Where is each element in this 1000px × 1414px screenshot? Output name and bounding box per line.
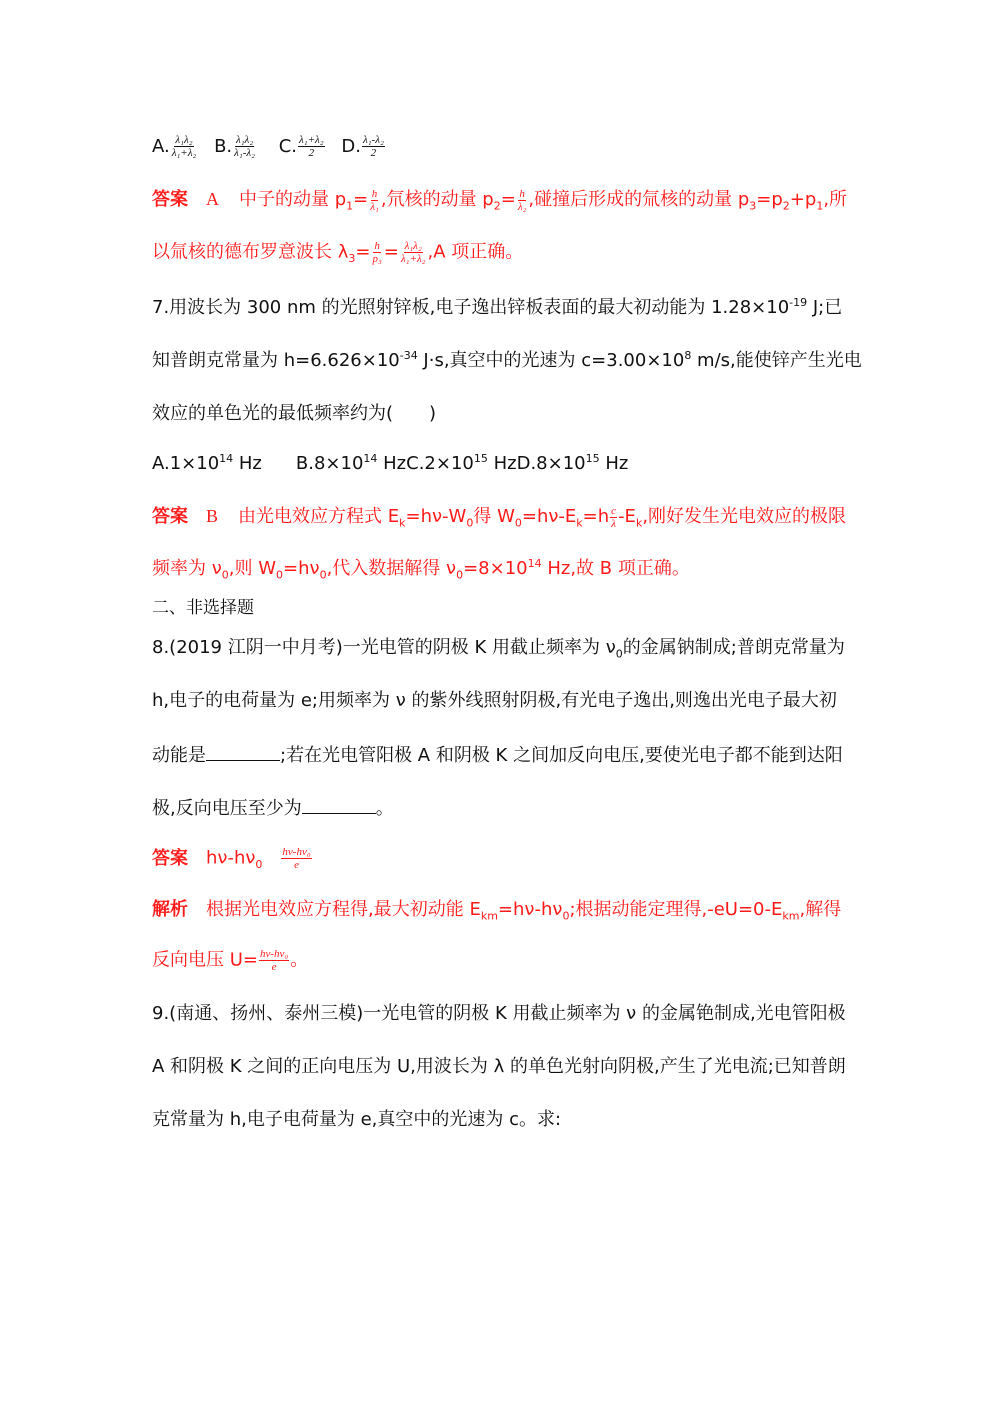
q6-option-a: A. $\frac{\text{λ₁λ₂}}{\text{λ₁+λ₂}}$ <box>152 134 197 159</box>
q7-answer-line2: 频率为 $\nu_0$,则 $W_0=h\nu_0$,代入数据解得 $\nu_0=8\times 10^{14}$ Hz,故 B 项正确。 <box>152 557 690 582</box>
answer-choice: B <box>206 506 219 526</box>
answer-label: 答案 <box>152 189 188 210</box>
q9-line3: 克常量为 h,电子电荷量为 e,真空中的光速为 c。求: <box>152 1109 562 1130</box>
q7-line3: 效应的单色光的最低频率约为( ) <box>152 403 437 424</box>
q8-analysis-line2: 反向电压 U= $\frac{\text{hν-hν₀}}{e}$ 。 <box>152 948 309 973</box>
q7-answer-line1: 答案 B 由光电效应方程式 $E_k=h\nu-W_0$得 $W_0=h\nu-E_k=h$ $\frac{c}{\lambda}$ $-E_k$,刚好发生光电效应的极限 <box>152 504 847 530</box>
answer-label: 答案 <box>152 847 188 869</box>
fraction: $\frac{\text{λ₁+λ₂}}{2}$ <box>299 134 324 159</box>
q7-option-a: $A.1\times 10^{14}$ Hz <box>152 452 262 474</box>
q7-option-d: $D.8\times 10^{15}$ Hz <box>516 452 629 474</box>
answer-blank-1[interactable] <box>206 742 280 761</box>
fraction: $\frac{\text{hν-hν₀}}{e}$ <box>282 846 311 871</box>
fraction: $\frac{\text{hν-hν₀}}{e}$ <box>259 948 289 973</box>
answer-blank-2[interactable] <box>302 795 376 814</box>
fraction: $\frac{c}{\lambda}$ <box>611 504 617 530</box>
section-title: 二、非选择题 <box>152 598 254 618</box>
q8-line2: h,电子的电荷量为 e;用频率为 ν 的紫外线照射阴极,有光电子逸出,则逸出光电子最大初 <box>152 690 837 711</box>
q9-line1: 9.(南通、扬州、泰州三模)一光电管的阴极 K 用截止频率为 ν 的金属铯制成,光电管阳极 <box>152 1003 846 1024</box>
q6-option-d: D. $\frac{\text{λ₁-λ₂}}{2}$ <box>341 134 384 159</box>
q7-option-b: $B.8\times 10^{14}$ Hz <box>295 452 407 474</box>
q6-option-c: C. $\frac{\text{λ₁+λ₂}}{2}$ <box>278 134 324 159</box>
analysis-label: 解析 <box>152 899 188 920</box>
fraction: $\frac{\text{λ₁λ₂}}{\text{λ₁+λ₂}}$ <box>171 134 197 159</box>
q8-line4: 极,反向电压至少为 。 <box>152 795 394 821</box>
fraction: $\frac{\text{λ₁-λ₂}}{2}$ <box>362 134 384 159</box>
q7-line1: 7.用波长为 300 nm 的光照射锌板,电子逸出锌板表面的最大初动能为 $1.28\times 10^{-19}$ J;已 <box>152 296 843 318</box>
q8-analysis-line1: 解析 根据光电效应方程得,最大初动能 $E_{km}=h\nu-h\nu_0$;根据动能定理得$,-eU=0-E_{km}$,解得 <box>152 899 842 923</box>
q6-answer-line1: 答案 A 中子的动量 $p_1=$ $\frac{h}{\text{λ₁}}$ ,氘核的动量 $p_2=$ $\frac{h}{\text{λ₂}}$ ,碰撞后形成的氚核的动量 $p_3=p_2+p_1$,所 <box>152 187 848 213</box>
q7-options <box>152 452 628 476</box>
answer-label: 答案 <box>152 506 188 527</box>
q7-line2: 知普朗克常量为 $h=6.626\times 10^{-34}$ J·s,真空中的光速为 $c=3.00\times 10^8$ m/s,能使锌产生光电 <box>152 349 862 371</box>
fraction: $\frac{\text{λ₁λ₂}}{\text{λ₁+λ₂}}$ <box>400 240 426 265</box>
q8-line3: 动能是 ;若在光电管阳极 A 和阴极 K 之间加反向电压,要使光电子都不能到达阳 <box>152 742 843 768</box>
q6-answer-line2: 以氚核的德布罗意波长 $\lambda_3=$ $\frac{h}{\text{p₃}}$ = $\frac{\text{λ₁λ₂}}{\text{λ₁+λ₂}}$ ,A 项正确。 <box>152 240 524 266</box>
q6-options <box>152 134 396 159</box>
fraction: $\frac{h}{\text{p₃}}$ <box>372 240 382 265</box>
q9-line2: A 和阴极 K 之间的正向电压为 U,用波长为 λ 的单色光射向阴极,产生了光电流;已知普朗 <box>152 1056 846 1077</box>
q8-answer: 答案 $h\nu-h\nu_0$ $\frac{\text{hν-hν₀}}{e}$ <box>152 846 311 872</box>
fraction: $\frac{\text{λ₁λ₂}}{\text{λ₁-λ₂}}$ <box>234 134 255 159</box>
q7-option-c: $C.2\times 10^{15}$ Hz <box>406 452 517 474</box>
answer-choice: A <box>206 189 219 209</box>
q6-option-b: B. $\frac{\text{λ₁λ₂}}{\text{λ₁-λ₂}}$ <box>214 134 255 159</box>
fraction: $\frac{h}{\text{λ₂}}$ <box>517 187 527 213</box>
fraction: $\frac{h}{\text{λ₁}}$ <box>370 187 379 213</box>
q8-line1: 8.(2019 江阴一中月考)一光电管的阴极 K 用截止频率为 $\nu_0$的金属钠制成;普朗克常量为 <box>152 637 845 661</box>
